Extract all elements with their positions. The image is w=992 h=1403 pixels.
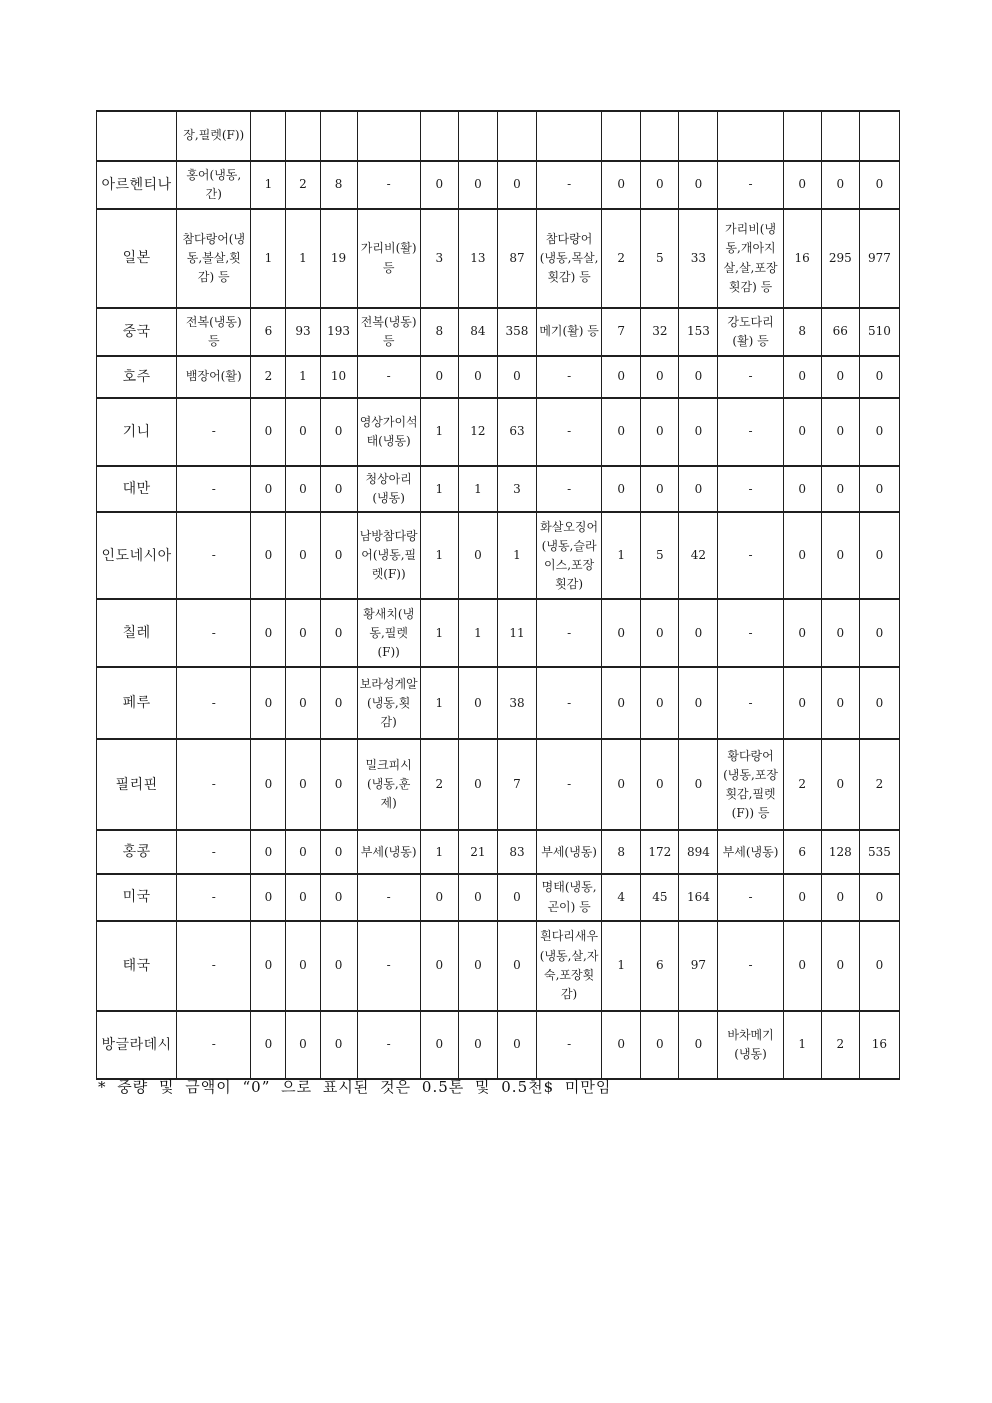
value-cell: 1 xyxy=(420,599,458,667)
value-cell: 13 xyxy=(458,209,497,308)
value-cell: 0 xyxy=(783,398,821,466)
item-cell: 가리비(활) 등 xyxy=(357,209,420,308)
value-cell: 0 xyxy=(420,161,458,209)
value-cell: 93 xyxy=(286,308,320,356)
item-cell: 황다랑어(냉동,포장횟감,필렛(F)) 등 xyxy=(718,739,783,830)
value-cell: 0 xyxy=(320,398,357,466)
value-cell: 0 xyxy=(251,667,286,739)
value-cell: 0 xyxy=(251,1011,286,1079)
item-cell xyxy=(537,111,602,161)
table-body xyxy=(97,111,900,1079)
value-cell: 0 xyxy=(320,830,357,874)
value-cell: 0 xyxy=(420,921,458,1011)
value-cell: 7 xyxy=(602,308,641,356)
value-cell: 0 xyxy=(320,921,357,1011)
value-cell: 0 xyxy=(320,739,357,830)
item-cell: 장,필렛(F)) xyxy=(177,111,251,161)
value-cell: 0 xyxy=(641,356,679,398)
value-cell: 1 xyxy=(251,161,286,209)
item-cell: - xyxy=(537,739,602,830)
value-cell: 2 xyxy=(783,739,821,830)
value-cell: 0 xyxy=(859,398,899,466)
value-cell: 0 xyxy=(679,398,718,466)
item-cell: 화살오징어(냉동,슬라이스,포장횟감) xyxy=(537,512,602,599)
value-cell: 0 xyxy=(286,599,320,667)
item-cell: 청상아리(냉동) xyxy=(357,466,420,512)
value-cell: 0 xyxy=(497,921,536,1011)
item-cell: - xyxy=(177,1011,251,1079)
value-cell: 8 xyxy=(783,308,821,356)
value-cell: 0 xyxy=(821,512,859,599)
value-cell: 0 xyxy=(320,667,357,739)
value-cell: 2 xyxy=(251,356,286,398)
item-cell: - xyxy=(718,512,783,599)
value-cell: 38 xyxy=(497,667,536,739)
country-cell: 중국 xyxy=(97,308,177,356)
value-cell: 0 xyxy=(821,398,859,466)
item-cell: - xyxy=(718,398,783,466)
value-cell: 193 xyxy=(320,308,357,356)
value-cell: 1 xyxy=(251,209,286,308)
country-cell: 페루 xyxy=(97,667,177,739)
value-cell: 0 xyxy=(251,466,286,512)
country-cell: 일본 xyxy=(97,209,177,308)
value-cell: 0 xyxy=(602,356,641,398)
value-cell: 1 xyxy=(458,599,497,667)
value-cell: 0 xyxy=(458,739,497,830)
country-cell xyxy=(97,111,177,161)
value-cell: 5 xyxy=(641,512,679,599)
item-cell: 부세(냉동) xyxy=(357,830,420,874)
value-cell: 45 xyxy=(641,874,679,920)
value-cell: 172 xyxy=(641,830,679,874)
value-cell: 21 xyxy=(458,830,497,874)
value-cell: 358 xyxy=(497,308,536,356)
item-cell: 뱀장어(활) xyxy=(177,356,251,398)
value-cell: 0 xyxy=(783,161,821,209)
item-cell: - xyxy=(177,398,251,466)
value-cell xyxy=(602,111,641,161)
value-cell: 0 xyxy=(641,599,679,667)
value-cell: 0 xyxy=(679,1011,718,1079)
value-cell: 1 xyxy=(420,398,458,466)
value-cell: 0 xyxy=(458,512,497,599)
value-cell: 33 xyxy=(679,209,718,308)
item-cell: - xyxy=(537,356,602,398)
value-cell: 0 xyxy=(783,667,821,739)
value-cell: 0 xyxy=(320,512,357,599)
value-cell: 0 xyxy=(251,512,286,599)
value-cell: 0 xyxy=(602,739,641,830)
item-cell: - xyxy=(537,466,602,512)
value-cell: 1 xyxy=(286,356,320,398)
value-cell: 0 xyxy=(458,356,497,398)
value-cell xyxy=(859,111,899,161)
value-cell: 0 xyxy=(497,356,536,398)
value-cell: 0 xyxy=(251,830,286,874)
value-cell xyxy=(251,111,286,161)
item-cell: - xyxy=(357,356,420,398)
value-cell: 0 xyxy=(286,1011,320,1079)
table-row xyxy=(97,830,900,874)
value-cell: 0 xyxy=(286,739,320,830)
value-cell: 164 xyxy=(679,874,718,920)
value-cell: 1 xyxy=(497,512,536,599)
table-row xyxy=(97,161,900,209)
table-row xyxy=(97,921,900,1011)
value-cell: 0 xyxy=(320,1011,357,1079)
table-row xyxy=(97,874,900,920)
item-cell: - xyxy=(177,512,251,599)
value-cell xyxy=(320,111,357,161)
value-cell: 8 xyxy=(320,161,357,209)
value-cell: 0 xyxy=(251,398,286,466)
value-cell: 0 xyxy=(859,599,899,667)
value-cell: 1 xyxy=(602,921,641,1011)
value-cell xyxy=(641,111,679,161)
item-cell: - xyxy=(718,161,783,209)
value-cell: 0 xyxy=(641,161,679,209)
trade-table xyxy=(96,110,900,1080)
value-cell: 66 xyxy=(821,308,859,356)
item-cell: - xyxy=(177,921,251,1011)
value-cell: 3 xyxy=(497,466,536,512)
country-cell: 방글라데시 xyxy=(97,1011,177,1079)
value-cell: 0 xyxy=(859,466,899,512)
value-cell: 0 xyxy=(859,512,899,599)
value-cell: 63 xyxy=(497,398,536,466)
value-cell: 0 xyxy=(420,356,458,398)
value-cell: 0 xyxy=(641,466,679,512)
value-cell: 1 xyxy=(420,512,458,599)
item-cell: - xyxy=(357,874,420,920)
value-cell: 0 xyxy=(251,599,286,667)
table-row xyxy=(97,739,900,830)
value-cell: 2 xyxy=(859,739,899,830)
table-row xyxy=(97,667,900,739)
value-cell: 6 xyxy=(251,308,286,356)
value-cell: 6 xyxy=(783,830,821,874)
item-cell: 바차메기(냉동) xyxy=(718,1011,783,1079)
value-cell: 84 xyxy=(458,308,497,356)
value-cell: 0 xyxy=(783,874,821,920)
item-cell: 메기(활) 등 xyxy=(537,308,602,356)
value-cell: 19 xyxy=(320,209,357,308)
item-cell: - xyxy=(537,398,602,466)
value-cell: 977 xyxy=(859,209,899,308)
value-cell: 2 xyxy=(286,161,320,209)
value-cell: 1 xyxy=(420,830,458,874)
item-cell: - xyxy=(537,667,602,739)
value-cell: 10 xyxy=(320,356,357,398)
table-row xyxy=(97,466,900,512)
value-cell: 12 xyxy=(458,398,497,466)
value-cell: 11 xyxy=(497,599,536,667)
item-cell: - xyxy=(177,830,251,874)
country-cell: 태국 xyxy=(97,921,177,1011)
item-cell: - xyxy=(177,599,251,667)
value-cell: 0 xyxy=(286,921,320,1011)
value-cell: 1 xyxy=(420,667,458,739)
value-cell: 32 xyxy=(641,308,679,356)
value-cell: 0 xyxy=(320,466,357,512)
value-cell: 153 xyxy=(679,308,718,356)
value-cell: 0 xyxy=(783,356,821,398)
value-cell: 0 xyxy=(458,667,497,739)
item-cell: 남방참다랑어(냉동,필렛(F)) xyxy=(357,512,420,599)
item-cell: - xyxy=(357,161,420,209)
value-cell: 0 xyxy=(497,874,536,920)
footnote: * 중량 및 금액이 “0” 으로 표시된 것은 0.5톤 및 0.5천$ 미만임 xyxy=(98,1078,612,1096)
value-cell: 1 xyxy=(783,1011,821,1079)
country-cell: 미국 xyxy=(97,874,177,920)
value-cell: 0 xyxy=(641,667,679,739)
value-cell: 1 xyxy=(420,466,458,512)
table-row xyxy=(97,398,900,466)
item-cell: 보라성게알(냉동,횟감) xyxy=(357,667,420,739)
item-cell: - xyxy=(177,667,251,739)
item-cell: 부세(냉동) xyxy=(537,830,602,874)
value-cell: 0 xyxy=(859,874,899,920)
value-cell: 0 xyxy=(679,161,718,209)
value-cell: 0 xyxy=(458,921,497,1011)
value-cell: 0 xyxy=(783,599,821,667)
value-cell: 0 xyxy=(641,739,679,830)
value-cell: 0 xyxy=(420,874,458,920)
value-cell: 0 xyxy=(286,830,320,874)
value-cell: 2 xyxy=(420,739,458,830)
value-cell: 4 xyxy=(602,874,641,920)
country-cell: 홍콩 xyxy=(97,830,177,874)
value-cell: 0 xyxy=(821,921,859,1011)
value-cell: 1 xyxy=(286,209,320,308)
value-cell: 0 xyxy=(420,1011,458,1079)
value-cell: 0 xyxy=(859,161,899,209)
value-cell: 0 xyxy=(859,356,899,398)
value-cell: 16 xyxy=(783,209,821,308)
value-cell: 0 xyxy=(602,398,641,466)
table-row xyxy=(97,512,900,599)
item-cell: - xyxy=(357,1011,420,1079)
item-cell: - xyxy=(537,161,602,209)
item-cell: 전복(냉동) 등 xyxy=(177,308,251,356)
value-cell: 5 xyxy=(641,209,679,308)
value-cell: 42 xyxy=(679,512,718,599)
value-cell: 0 xyxy=(497,161,536,209)
value-cell: 0 xyxy=(679,599,718,667)
value-cell: 0 xyxy=(821,466,859,512)
country-cell: 칠레 xyxy=(97,599,177,667)
country-cell: 호주 xyxy=(97,356,177,398)
country-cell: 대만 xyxy=(97,466,177,512)
value-cell: 0 xyxy=(679,356,718,398)
value-cell: 0 xyxy=(602,599,641,667)
item-cell: 부세(냉동) xyxy=(718,830,783,874)
item-cell: - xyxy=(177,874,251,920)
item-cell: - xyxy=(718,874,783,920)
value-cell: 0 xyxy=(251,874,286,920)
value-cell xyxy=(497,111,536,161)
value-cell: 0 xyxy=(821,161,859,209)
value-cell: 0 xyxy=(320,874,357,920)
value-cell: 0 xyxy=(458,161,497,209)
value-cell: 7 xyxy=(497,739,536,830)
value-cell: 0 xyxy=(679,466,718,512)
value-cell: 0 xyxy=(821,739,859,830)
value-cell: 0 xyxy=(320,599,357,667)
item-cell: - xyxy=(177,739,251,830)
country-cell: 기니 xyxy=(97,398,177,466)
value-cell: 894 xyxy=(679,830,718,874)
item-cell: - xyxy=(357,921,420,1011)
item-cell: 가리비(냉동,개아지살,살,포장횟감) 등 xyxy=(718,209,783,308)
item-cell: 홍어(냉동,간) xyxy=(177,161,251,209)
item-cell: 전복(냉동) 등 xyxy=(357,308,420,356)
value-cell: 0 xyxy=(286,667,320,739)
value-cell: 0 xyxy=(251,739,286,830)
item-cell: 흰다리새우(냉동,살,자숙,포장횟감) xyxy=(537,921,602,1011)
item-cell: 황새치(냉동,필렛(F)) xyxy=(357,599,420,667)
value-cell: 295 xyxy=(821,209,859,308)
value-cell: 0 xyxy=(679,739,718,830)
value-cell: 0 xyxy=(641,398,679,466)
value-cell xyxy=(458,111,497,161)
table-row xyxy=(97,308,900,356)
value-cell: 0 xyxy=(821,356,859,398)
value-cell xyxy=(783,111,821,161)
item-cell: 영상가이석태(냉동) xyxy=(357,398,420,466)
item-cell: - xyxy=(718,667,783,739)
value-cell: 0 xyxy=(783,921,821,1011)
value-cell: 2 xyxy=(602,209,641,308)
value-cell: 8 xyxy=(602,830,641,874)
value-cell: 83 xyxy=(497,830,536,874)
item-cell: 참다랑어(냉동,볼살,횟감) 등 xyxy=(177,209,251,308)
table-row xyxy=(97,1011,900,1079)
value-cell: 0 xyxy=(821,667,859,739)
value-cell: 0 xyxy=(821,874,859,920)
value-cell: 87 xyxy=(497,209,536,308)
value-cell: 0 xyxy=(859,921,899,1011)
value-cell xyxy=(821,111,859,161)
value-cell: 1 xyxy=(458,466,497,512)
value-cell: 8 xyxy=(420,308,458,356)
value-cell: 3 xyxy=(420,209,458,308)
value-cell: 0 xyxy=(783,512,821,599)
value-cell: 0 xyxy=(497,1011,536,1079)
table-row xyxy=(97,356,900,398)
value-cell: 0 xyxy=(859,667,899,739)
value-cell: 0 xyxy=(286,466,320,512)
item-cell: - xyxy=(537,599,602,667)
value-cell: 510 xyxy=(859,308,899,356)
value-cell: 535 xyxy=(859,830,899,874)
value-cell: 0 xyxy=(783,466,821,512)
value-cell xyxy=(420,111,458,161)
item-cell: - xyxy=(537,1011,602,1079)
value-cell: 0 xyxy=(286,874,320,920)
item-cell xyxy=(718,111,783,161)
item-cell: 밀크피시(냉동,훈제) xyxy=(357,739,420,830)
value-cell: 0 xyxy=(458,874,497,920)
country-cell: 아르헨티나 xyxy=(97,161,177,209)
value-cell xyxy=(286,111,320,161)
item-cell: 참다랑어(냉동,목살,횟감) 등 xyxy=(537,209,602,308)
value-cell: 128 xyxy=(821,830,859,874)
value-cell: 0 xyxy=(286,512,320,599)
item-cell: 명태(냉동,곤이) 등 xyxy=(537,874,602,920)
value-cell: 1 xyxy=(602,512,641,599)
value-cell: 0 xyxy=(602,161,641,209)
value-cell: 0 xyxy=(641,1011,679,1079)
value-cell: 0 xyxy=(602,466,641,512)
item-cell: - xyxy=(718,466,783,512)
value-cell: 6 xyxy=(641,921,679,1011)
country-cell: 필리핀 xyxy=(97,739,177,830)
value-cell: 0 xyxy=(679,667,718,739)
table-row xyxy=(97,111,900,161)
item-cell: 강도다리(활) 등 xyxy=(718,308,783,356)
value-cell: 0 xyxy=(458,1011,497,1079)
item-cell: - xyxy=(718,599,783,667)
value-cell: 16 xyxy=(859,1011,899,1079)
table-row xyxy=(97,209,900,308)
value-cell: 0 xyxy=(602,667,641,739)
value-cell: 0 xyxy=(286,398,320,466)
item-cell: - xyxy=(718,921,783,1011)
table-row xyxy=(97,599,900,667)
item-cell xyxy=(357,111,420,161)
value-cell xyxy=(679,111,718,161)
item-cell: - xyxy=(718,356,783,398)
value-cell: 0 xyxy=(821,599,859,667)
value-cell: 0 xyxy=(251,921,286,1011)
value-cell: 0 xyxy=(602,1011,641,1079)
country-cell: 인도네시아 xyxy=(97,512,177,599)
value-cell: 97 xyxy=(679,921,718,1011)
item-cell: - xyxy=(177,466,251,512)
value-cell: 2 xyxy=(821,1011,859,1079)
